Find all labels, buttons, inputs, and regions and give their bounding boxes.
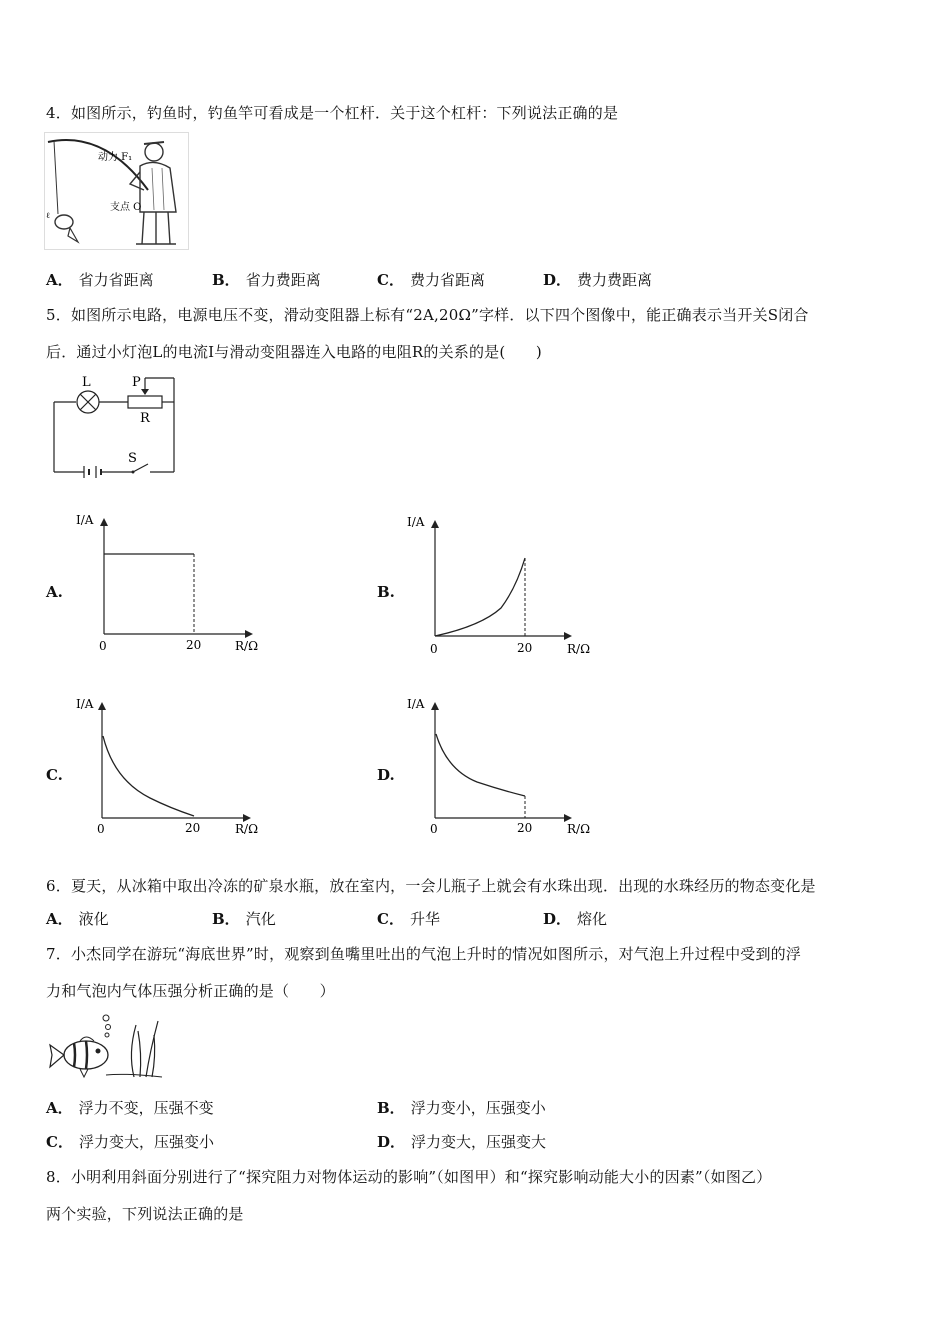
svg-text:I/A: I/A bbox=[76, 697, 94, 711]
graph-a bbox=[70, 508, 270, 656]
q8-stem-line1: 8．小明利用斜面分别进行了“探究阻力对物体运动的影响”（如图甲）和“探究影响动能大小的因素”（如图乙） bbox=[46, 1168, 772, 1186]
svg-text:20: 20 bbox=[186, 638, 202, 652]
q6-option-a[interactable]: A． 液化 bbox=[46, 910, 109, 928]
force-label: 动力 F₁ bbox=[98, 152, 133, 163]
fish-bubbles-illustration bbox=[46, 1013, 164, 1085]
q6-option-d[interactable]: D． 熔化 bbox=[543, 910, 608, 928]
graph-b bbox=[401, 508, 601, 656]
svg-text:R/Ω: R/Ω bbox=[567, 642, 591, 656]
q7-option-a[interactable]: A． 浮力不变，压强不变 bbox=[46, 1099, 214, 1117]
graph-c-label[interactable]: C. bbox=[46, 766, 63, 784]
pivot-label: 支点 O bbox=[110, 202, 142, 213]
graph-d-label[interactable]: D. bbox=[377, 766, 395, 784]
q4-option-c[interactable]: C． 费力省距离 bbox=[377, 271, 485, 289]
svg-text:I/A: I/A bbox=[407, 515, 425, 529]
svg-text:0: 0 bbox=[430, 822, 438, 836]
q5-stem-line1: 5．如图所示电路，电源电压不变，滑动变阻器上标有“2A,20Ω”字样．以下四个图像中，能正确表示当开关S闭合 bbox=[46, 306, 809, 324]
svg-text:I/A: I/A bbox=[76, 513, 94, 527]
resistor-label: R bbox=[140, 411, 150, 426]
svg-text:0: 0 bbox=[430, 642, 438, 656]
svg-text:20: 20 bbox=[517, 821, 533, 835]
q7-stem-line2: 力和气泡内气体压强分析正确的是（ ） bbox=[46, 982, 335, 1000]
svg-text:20: 20 bbox=[517, 641, 533, 655]
q7-option-d[interactable]: D． 浮力变大，压强变大 bbox=[377, 1133, 547, 1151]
q5-stem-line2: 后．通过小灯泡L的电流I与滑动变阻器连入电路的电阻R的关系的是( ) bbox=[46, 343, 542, 361]
q6-option-b[interactable]: B． 汽化 bbox=[212, 910, 276, 928]
svg-text:R/Ω: R/Ω bbox=[567, 822, 591, 836]
svg-text:0: 0 bbox=[97, 822, 105, 836]
lamp-label: L bbox=[82, 375, 91, 390]
q7-option-c[interactable]: C． 浮力变大，压强变小 bbox=[46, 1133, 214, 1151]
svg-text:ℓ: ℓ bbox=[46, 211, 50, 220]
q7-stem-line1: 7．小杰同学在游玩“海底世界”时，观察到鱼嘴里吐出的气泡上升时的情况如图所示，对气泡上升过程中受到的浮 bbox=[46, 945, 802, 963]
svg-text:0: 0 bbox=[99, 639, 107, 653]
svg-text:R/Ω: R/Ω bbox=[235, 639, 259, 653]
q4-option-d[interactable]: D． 费力费距离 bbox=[543, 271, 653, 289]
q4-stem: 4．如图所示，钓鱼时，钓鱼竿可看成是一个杠杆．关于这个杠杆：下列说法正确的是 bbox=[46, 104, 619, 122]
slider-label: P bbox=[132, 375, 141, 390]
q4-option-b[interactable]: B． 省力费距离 bbox=[212, 271, 321, 289]
q4-option-a[interactable]: A． 省力省距离 bbox=[46, 271, 154, 289]
graph-b-label[interactable]: B. bbox=[377, 583, 395, 601]
graph-c bbox=[70, 690, 270, 838]
q6-stem: 6．夏天，从冰箱中取出冷冻的矿泉水瓶，放在室内，一会儿瓶子上就会有水珠出现．出现的水珠经历的物态变化是 bbox=[46, 877, 816, 895]
svg-text:I/A: I/A bbox=[407, 697, 425, 711]
fishing-illustration bbox=[44, 132, 189, 250]
graph-d bbox=[401, 690, 601, 838]
svg-text:R/Ω: R/Ω bbox=[235, 822, 259, 836]
q7-option-b[interactable]: B． 浮力变小，压强变小 bbox=[377, 1099, 546, 1117]
q6-option-c[interactable]: C． 升华 bbox=[377, 910, 440, 928]
svg-text:20: 20 bbox=[185, 821, 201, 835]
q8-stem-line2: 两个实验，下列说法正确的是 bbox=[46, 1205, 244, 1223]
switch-label: S bbox=[128, 451, 137, 466]
circuit-diagram bbox=[48, 372, 180, 478]
graph-a-label[interactable]: A. bbox=[46, 583, 63, 601]
